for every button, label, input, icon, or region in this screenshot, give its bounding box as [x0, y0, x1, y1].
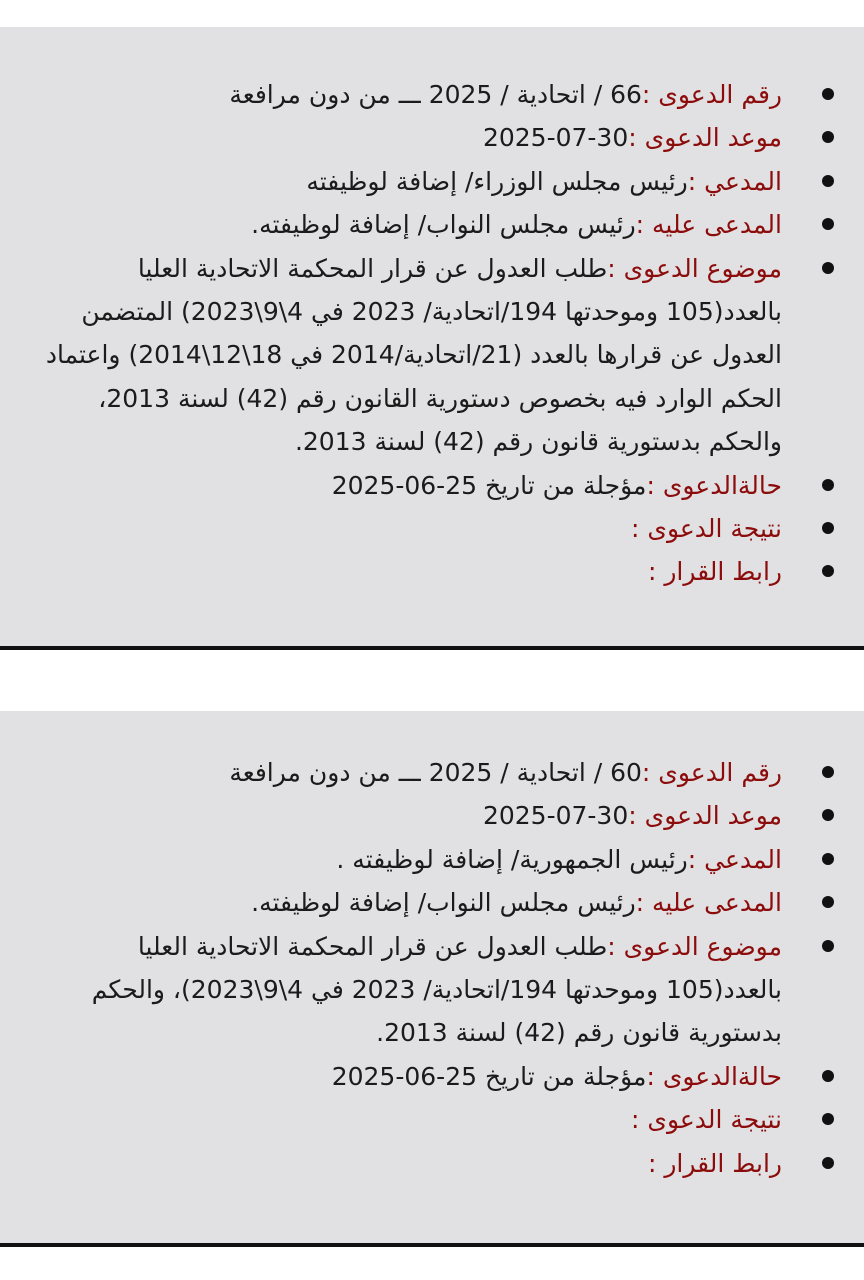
decision-link-label: رابط القرار : [647, 1148, 782, 1178]
subject-label: موضوع الدعوى : [607, 931, 782, 961]
case-card [0, 711, 864, 1243]
decision-link-item [20, 1142, 782, 1185]
defendant-item [20, 203, 782, 246]
decision-link-item [20, 550, 782, 593]
plaintiff-value: رئيس مجلس الوزراء/ إضافة لوظيفته [306, 166, 688, 196]
status-value: مؤجلة من تاريخ 25-06-2025 [331, 470, 647, 500]
case-number-item [20, 73, 782, 116]
result-label: نتيجة الدعوى : [631, 514, 782, 544]
decision-link-label: رابط القرار : [647, 557, 782, 587]
result-item [20, 1098, 782, 1141]
status-item [20, 1055, 782, 1098]
case-date-label: موعد الدعوى : [628, 801, 782, 831]
plaintiff-label: المدعي : [687, 166, 782, 196]
subject-value: طلب العدول عن قرار المحكمة الاتحادية العليا بالعدد(105 وموحدتها 194/اتحادية/ 2023 في 4\9\2023)، والحكم بدستورية قانون رقم (42) لسنة 2013. [91, 931, 782, 1048]
defendant-value: رئيس مجلس النواب/ إضافة لوظيفته. [251, 888, 636, 918]
case-number-item [20, 751, 782, 794]
case-number-value: 66 / اتحادية / 2025 ـــ من دون مرافعة [229, 80, 642, 109]
case-date-item [20, 116, 782, 159]
subject-item [20, 925, 782, 1055]
result-label: نتيجة الدعوى : [631, 1105, 782, 1135]
case-date-value: 2025-07-30 [482, 801, 629, 831]
section-divider [0, 646, 864, 650]
case-number-label: رقم الدعوى : [641, 80, 782, 109]
case-number-label: رقم الدعوى : [641, 758, 782, 787]
subject-label: موضوع الدعوى : [607, 253, 782, 283]
defendant-value: رئيس مجلس النواب/ إضافة لوظيفته. [251, 210, 636, 240]
case-number-value: 60 / اتحادية / 2025 ـــ من دون مرافعة [229, 758, 642, 787]
plaintiff-item [20, 838, 782, 881]
defendant-label: المدعى عليه : [635, 888, 782, 918]
case-date-label: موعد الدعوى : [628, 123, 782, 153]
defendant-label: المدعى عليه : [635, 210, 782, 240]
status-label: حالةالدعوى : [646, 1061, 782, 1091]
subject-item [20, 247, 782, 464]
case-details-list [20, 73, 782, 594]
section-divider [0, 1243, 864, 1247]
case-date-item [20, 794, 782, 837]
plaintiff-value: رئيس الجمهورية/ إضافة لوظيفته . [336, 844, 688, 874]
status-label: حالةالدعوى : [646, 470, 782, 500]
result-item [20, 507, 782, 550]
plaintiff-item [20, 160, 782, 203]
subject-value: طلب العدول عن قرار المحكمة الاتحادية العليا بالعدد(105 وموحدتها 194/اتحادية/ 2023 في 4\9\2023) المتضمن العدول عن قرارها بالعدد (21/اتحادية/2014 في 18\12\2014) واعتماد الحكم الوارد فيه بخصوص دستورية القانون رقم (42) لسنة 2013، والحكم بدستورية قانون رقم (42) لسنة 2013. [45, 253, 782, 457]
case-card [0, 27, 864, 646]
case-date-value: 2025-07-30 [482, 123, 629, 153]
defendant-item [20, 881, 782, 924]
plaintiff-label: المدعي : [687, 844, 782, 874]
status-item [20, 464, 782, 507]
status-value: مؤجلة من تاريخ 25-06-2025 [331, 1061, 647, 1091]
case-details-list [20, 751, 782, 1185]
